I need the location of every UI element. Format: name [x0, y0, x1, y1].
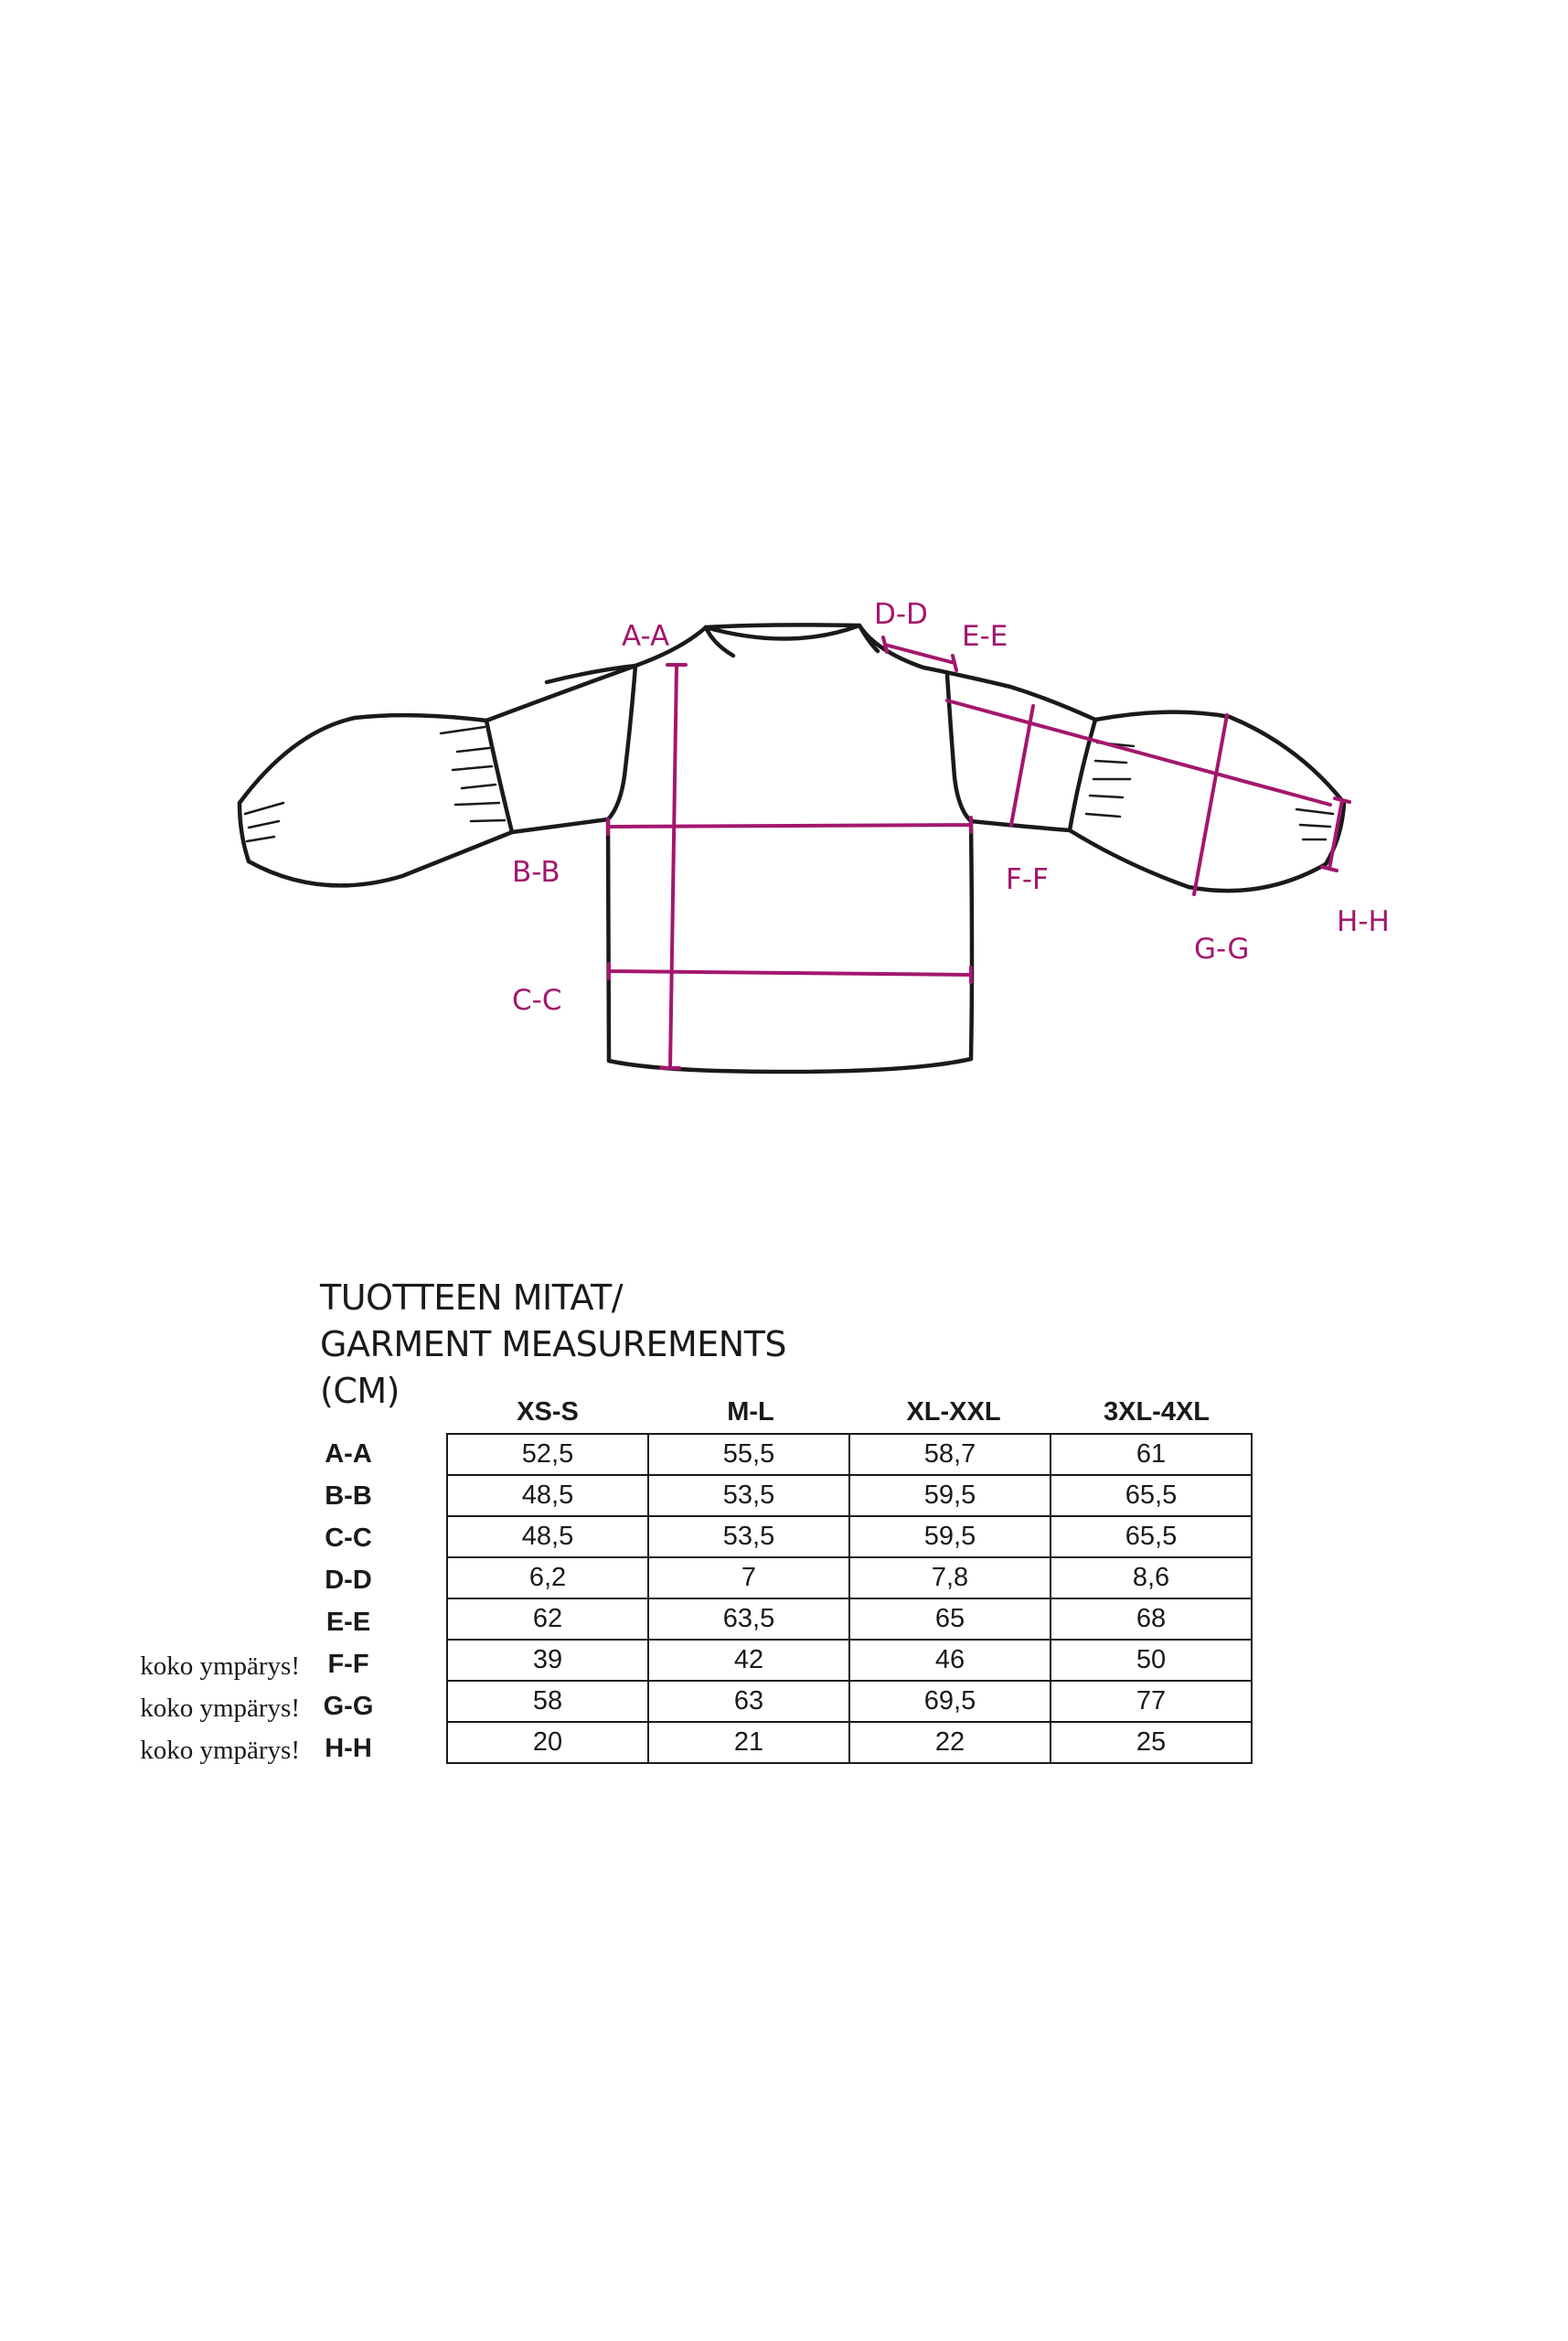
table-cell: 42: [648, 1640, 849, 1681]
table-cell: 63,5: [648, 1598, 849, 1640]
column-header-m-l: M-L: [727, 1397, 774, 1427]
table-cell: 58,7: [849, 1434, 1051, 1475]
measure-line-aa: [661, 665, 686, 1068]
table-cell: 21: [648, 1722, 849, 1763]
table-row: [447, 1640, 1252, 1681]
table-cell: 20: [447, 1722, 648, 1763]
table-cell: 53,5: [648, 1516, 849, 1557]
table-cell: 25: [1051, 1722, 1252, 1763]
row-label-gg: G-G: [323, 1692, 374, 1721]
row-label-cc: C-C: [325, 1523, 372, 1553]
table-cell: 48,5: [447, 1475, 648, 1516]
left-puff-sleeve: [240, 715, 512, 885]
table-cell: 53,5: [648, 1475, 849, 1516]
label-aa: A-A: [622, 620, 670, 653]
table-cell: 59,5: [849, 1475, 1051, 1516]
right-body-side: [971, 821, 972, 1059]
table-cell: 65,5: [1051, 1516, 1252, 1557]
column-header-xl-xxl: XL-XXL: [906, 1397, 1001, 1427]
row-note-ff: koko ympärys!: [140, 1652, 300, 1681]
measure-line-cc: [609, 964, 971, 982]
measure-line-gg: [1194, 715, 1227, 894]
row-label-dd: D-D: [325, 1566, 372, 1595]
row-note-hh: koko ympärys!: [140, 1736, 300, 1765]
table-cell: 77: [1051, 1681, 1252, 1722]
table-cell: 7,8: [849, 1557, 1051, 1598]
table-cell: 68: [1051, 1598, 1252, 1640]
table-cell: 46: [849, 1640, 1051, 1681]
label-ee: E-E: [962, 620, 1008, 653]
table-cell: 55,5: [648, 1434, 849, 1475]
left-gathers: [245, 727, 505, 841]
table-row: [447, 1598, 1252, 1640]
measure-line-ff: [1011, 706, 1033, 825]
label-cc: C-C: [512, 984, 562, 1017]
left-armhole: [608, 666, 635, 819]
label-gg: G-G: [1194, 933, 1250, 966]
right-lower-sleeve: [971, 821, 1070, 830]
table-cell: 39: [447, 1640, 648, 1681]
label-bb: B-B: [512, 856, 560, 889]
table-row: [447, 1557, 1252, 1598]
left-cuff-seam: [486, 721, 512, 832]
left-upper-sleeve: [486, 666, 635, 832]
row-label-hh: H-H: [325, 1734, 372, 1763]
table-cell: 69,5: [849, 1681, 1051, 1722]
table-cell: 58: [447, 1681, 648, 1722]
table-cell: 59,5: [849, 1516, 1051, 1557]
table-cell: 63: [648, 1681, 849, 1722]
label-ff: F-F: [1006, 863, 1049, 896]
table-cell: 7: [648, 1557, 849, 1598]
table-cell: 48,5: [447, 1516, 648, 1557]
row-label-ee: E-E: [325, 1608, 371, 1637]
label-dd: D-D: [874, 598, 928, 631]
table-cell: 62: [447, 1598, 648, 1640]
column-header-3xl-4xl: 3XL-4XL: [1103, 1397, 1211, 1427]
table-cell: 8,6: [1051, 1557, 1252, 1598]
table-row: [447, 1681, 1252, 1722]
table-cell: 65,5: [1051, 1475, 1252, 1516]
title-line: TUOTTEEN MITAT/: [320, 1277, 624, 1318]
title-line: GARMENT MEASUREMENTS: [320, 1324, 787, 1364]
table-cell: 22: [849, 1722, 1051, 1763]
row-label-ff: F-F: [327, 1650, 369, 1679]
label-hh: H-H: [1337, 905, 1390, 938]
garment-outline: [240, 625, 1344, 1072]
left-body-side: [608, 819, 609, 1061]
table-cell: 65: [849, 1598, 1051, 1640]
measurement-lines: [608, 637, 1349, 1068]
measurements-table: [446, 1433, 1253, 1764]
table-row: [447, 1475, 1252, 1516]
right-puff-sleeve: [1070, 712, 1344, 891]
row-label-aa: A-A: [325, 1439, 372, 1469]
title-line: (CM): [320, 1371, 400, 1411]
table-cell: 6,2: [447, 1557, 648, 1598]
table-cell: 50: [1051, 1640, 1252, 1681]
column-header-xs-s: XS-S: [517, 1397, 579, 1427]
right-armhole: [947, 675, 971, 821]
table-row: [447, 1722, 1252, 1763]
measurements-title: [320, 1275, 786, 1415]
measure-line-ee: [947, 700, 1330, 805]
table-row: [447, 1516, 1252, 1557]
row-note-gg: koko ympärys!: [140, 1694, 300, 1723]
measure-line-bb: [608, 818, 971, 834]
table-row: [447, 1434, 1252, 1475]
row-label-bb: B-B: [325, 1481, 372, 1511]
table-cell: 52,5: [447, 1434, 648, 1475]
table-cell: 61: [1051, 1434, 1252, 1475]
